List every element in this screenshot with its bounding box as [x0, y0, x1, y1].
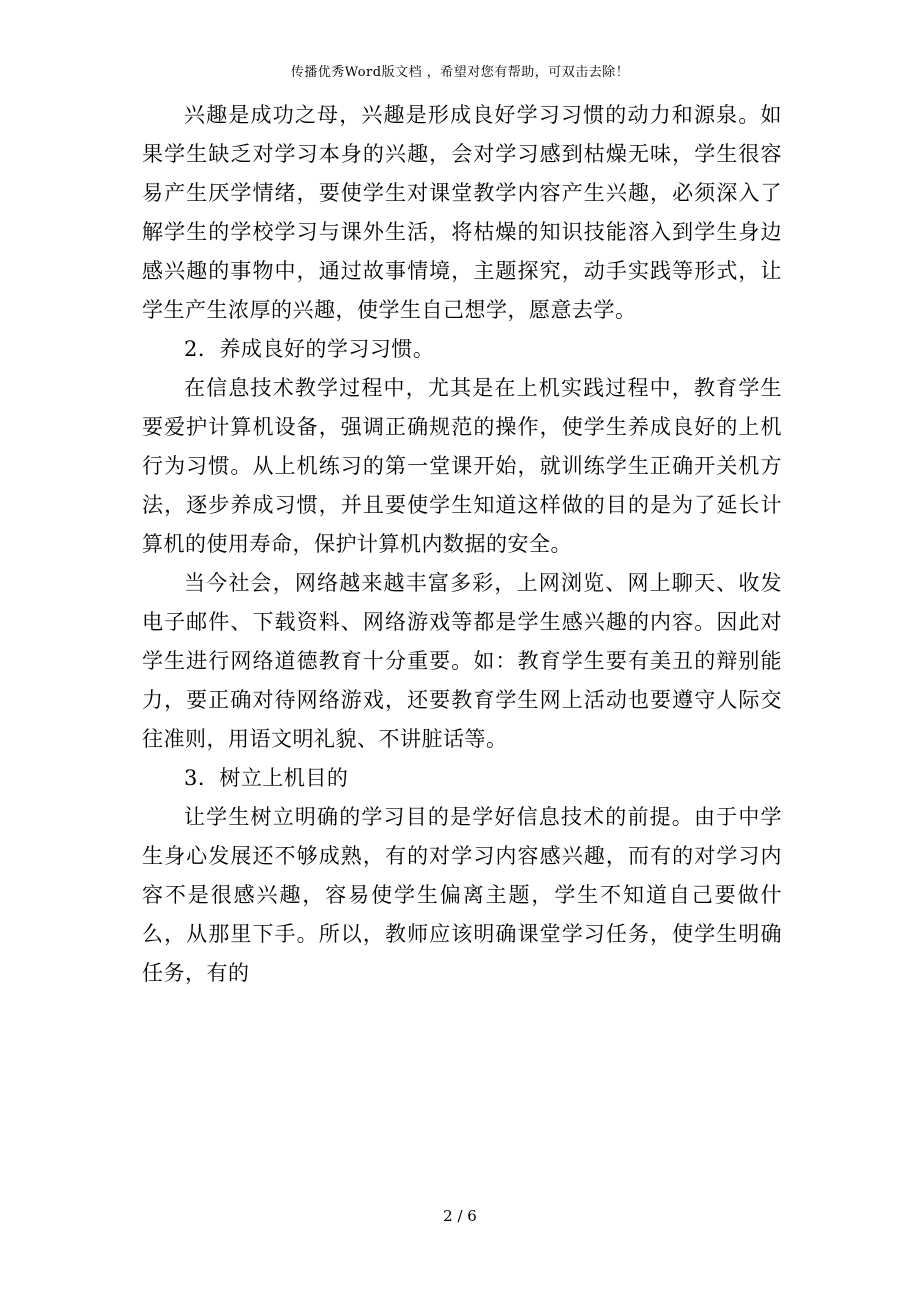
paragraph-habits: 在信息技术教学过程中，尤其是在上机实践过程中，教育学生要爱护计算机设备，强调正确规范的操作，使学生养成良好的上机行为习惯。从上机练习的第一堂课开始，就训练学生正确开关机方法，逐步养成习惯，并且要使学生知道这样做的目的是为了延长计算机的使用寿命，保护计算机内数据的安全。: [142, 376, 782, 556]
paragraph-network-ethics: 当今社会，网络越来越丰富多彩，上网浏览、网上聊天、收发电子邮件、下载资料、网络游戏等都是学生感兴趣的内容。因此对学生进行网络道德教育十分重要。如：教育学生要有美丑的辩别能力，要正确对待网络游戏，还要教育学生网上活动也要遵守人际交往准则，用语文明礼貌、不讲脏话等。: [142, 571, 782, 751]
section-heading-3: 3．树立上机目的: [184, 766, 349, 790]
document-body: [142, 96, 782, 993]
section-heading-2: 2．养成良好的学习习惯。: [184, 337, 435, 361]
header-note: 传播优秀Word版文档 ，希望对您有帮助，可双击去除！: [290, 65, 630, 80]
page-number: 2 / 6: [443, 1207, 477, 1225]
paragraph-interest: 兴趣是成功之母，兴趣是形成良好学习习惯的动力和源泉。如果学生缺乏对学习本身的兴趣，会对学习感到枯燥无味，学生很容易产生厌学情绪，要使学生对课堂教学内容产生兴趣，必须深入了解学生的学校学习与课外生活，将枯燥的知识技能溶入到学生身边感兴趣的事物中，通过故事情境，主题探究，动手实践等形式，让学生产生浓厚的兴趣，使学生自己想学，愿意去学。: [142, 103, 782, 322]
paragraph-learning-goals: 让学生树立明确的学习目的是学好信息技术的前提。由于中学生身心发展还不够成熟，有的对学习内容感兴趣，而有的对学习内容不是很感兴趣，容易使学生偏离主题，学生不知道自己要做什么，从那里下手。所以，教师应该明确课堂学习任务，使学生明确任务，有的: [142, 805, 782, 985]
